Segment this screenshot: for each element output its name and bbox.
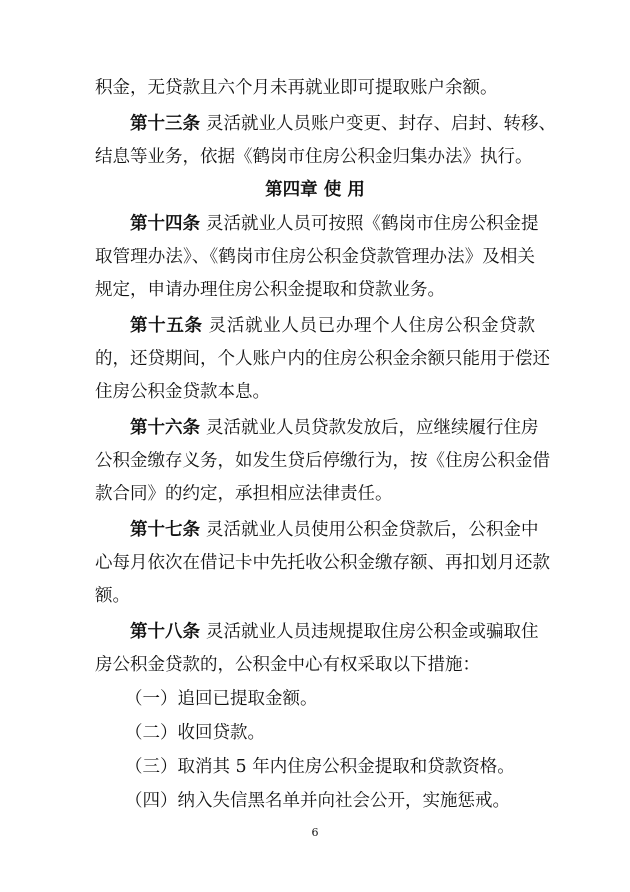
article-15-line bbox=[130, 314, 535, 338]
article-heading: 第十五条 bbox=[130, 316, 203, 336]
article-16-line bbox=[130, 416, 539, 440]
chapter-title: 第四章 使 用 bbox=[265, 180, 365, 200]
article-heading: 第十七条 bbox=[130, 520, 200, 540]
paragraph-line bbox=[95, 584, 535, 608]
line-text: 款合同》的约定，承担相应法律责任。 bbox=[95, 484, 393, 504]
paragraph-line bbox=[95, 380, 535, 404]
line-text: 取管理办法》、《鹤岗市住房公积金贷款管理办法》及相关 bbox=[95, 247, 535, 267]
list-item bbox=[125, 687, 535, 711]
article-heading: 第十四条 bbox=[130, 214, 200, 234]
line-text: 灵活就业人员贷款发放后，应继续履行住房 bbox=[206, 418, 539, 438]
line-text: 灵活就业人员已办理个人住房公积金贷款 bbox=[208, 316, 536, 336]
list-item-text: （一）追回已提取金额。 bbox=[125, 689, 318, 709]
line-text: 灵活就业人员使用公积金贷款后，公积金中 bbox=[206, 520, 539, 540]
line-text: 灵活就业人员违规提取住房公积金或骗取住 bbox=[206, 622, 539, 642]
article-14-line bbox=[130, 212, 539, 236]
line-text: 房公积金贷款的，公积金中心有权采取以下措施： bbox=[95, 655, 480, 675]
article-17-line bbox=[130, 518, 539, 542]
article-13-line bbox=[130, 112, 556, 136]
paragraph-line bbox=[95, 245, 535, 269]
line-text: 积金，无贷款且六个月未再就业即可提取账户余额。 bbox=[95, 78, 498, 98]
paragraph-line bbox=[95, 347, 550, 371]
line-text: 额。 bbox=[95, 586, 130, 606]
paragraph-line bbox=[95, 482, 535, 506]
list-item bbox=[125, 721, 535, 745]
paragraph-line bbox=[95, 278, 535, 302]
article-heading: 第十六条 bbox=[130, 418, 200, 438]
paragraph-line bbox=[95, 449, 550, 473]
list-item-text: （二）收回贷款。 bbox=[125, 723, 265, 743]
paragraph-line bbox=[95, 653, 535, 677]
article-heading: 第十八条 bbox=[130, 622, 200, 642]
article-18-line bbox=[130, 620, 539, 644]
line-text: 灵活就业人员可按照《鹤岗市住房公积金提 bbox=[206, 214, 539, 234]
line-text: 灵活就业人员账户变更、封存、启封、转移、 bbox=[206, 114, 556, 134]
line-text: 规定，申请办理住房公积金提取和贷款业务。 bbox=[95, 280, 445, 300]
article-heading: 第十三条 bbox=[130, 114, 200, 134]
line-text: 的，还贷期间，个人账户内的住房公积金余额只能用于偿还 bbox=[95, 349, 550, 369]
paragraph-line bbox=[95, 551, 550, 575]
list-item-text: （四）纳入失信黑名单并向社会公开，实施惩戒。 bbox=[125, 791, 510, 811]
line-text: 住房公积金贷款本息。 bbox=[95, 382, 270, 402]
list-item-text: （三）取消其 5 年内住房公积金提取和贷款资格。 bbox=[125, 757, 515, 777]
line-text: 结息等业务，依据《鹤岗市住房公积金归集办法》执行。 bbox=[95, 147, 533, 167]
list-item bbox=[125, 789, 535, 813]
line-text: 心每月依次在借记卡中先托收公积金缴存额、再扣划月还款 bbox=[95, 553, 550, 573]
page-number: 6 bbox=[311, 826, 319, 839]
line-text: 公积金缴存义务，如发生贷后停缴行为，按《住房公积金借 bbox=[95, 451, 550, 471]
paragraph-line bbox=[95, 76, 535, 100]
paragraph-line bbox=[95, 145, 535, 169]
list-item bbox=[125, 755, 535, 779]
